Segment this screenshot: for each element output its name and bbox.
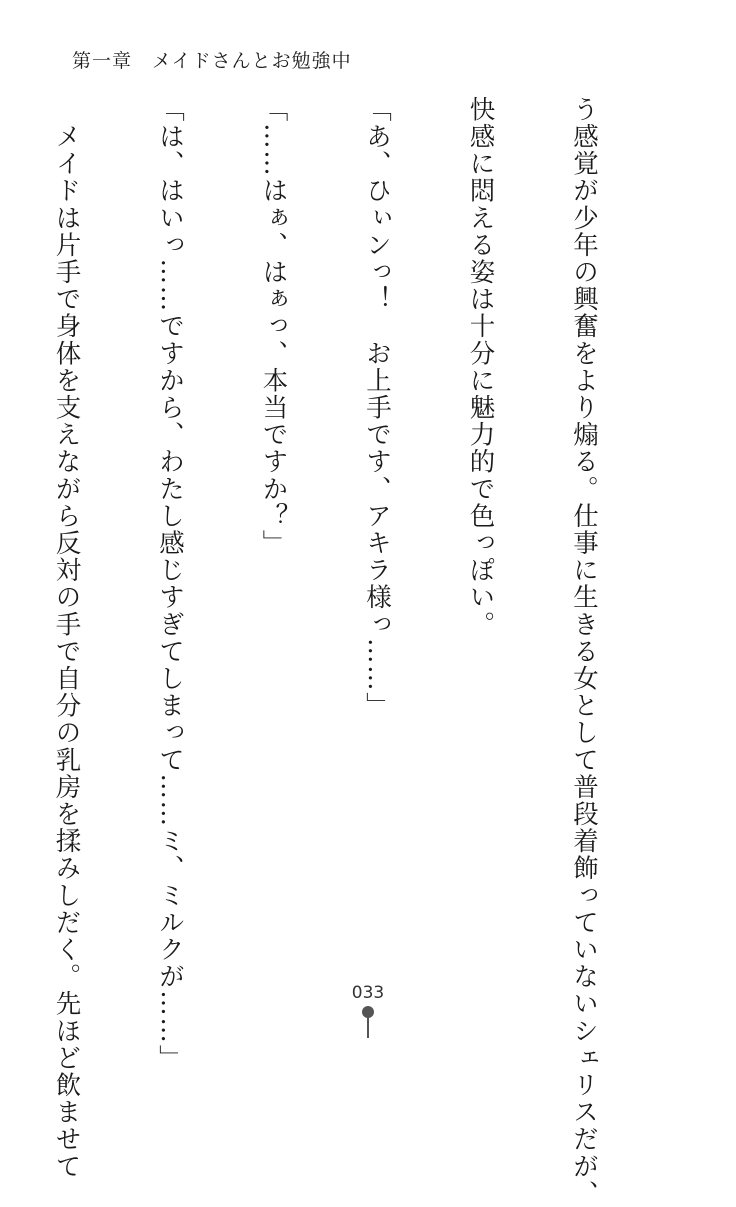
text-line: 「あ、ひぃンっ！ お上手です、アキラ様っ……」 <box>362 96 392 720</box>
folio-rule <box>367 1010 369 1038</box>
text-line: 「……はぁ、はぁっ、本当ですか？」 <box>258 96 289 557</box>
text-line: 快感に悶える姿は十分に魅力的で色っぽい。 <box>465 96 496 638</box>
text-line: メイドは片手で身体を支えながら反対の手で自分の乳房を揉みしだく。先ほど飲ませて <box>51 96 82 1180</box>
text-line: う感覚が少年の興奮をより煽る。仕事に生きる女として普段着飾っていないシェリスだが、 <box>569 96 599 1207</box>
text-line: 「は、はいっ……ですから、わたし感じすぎてしまって……ミ、ミルクが……」 <box>155 96 185 1072</box>
running-header: 第一章 メイドさんとお勉強中 <box>72 50 352 72</box>
page-number: 033 <box>351 983 385 1003</box>
